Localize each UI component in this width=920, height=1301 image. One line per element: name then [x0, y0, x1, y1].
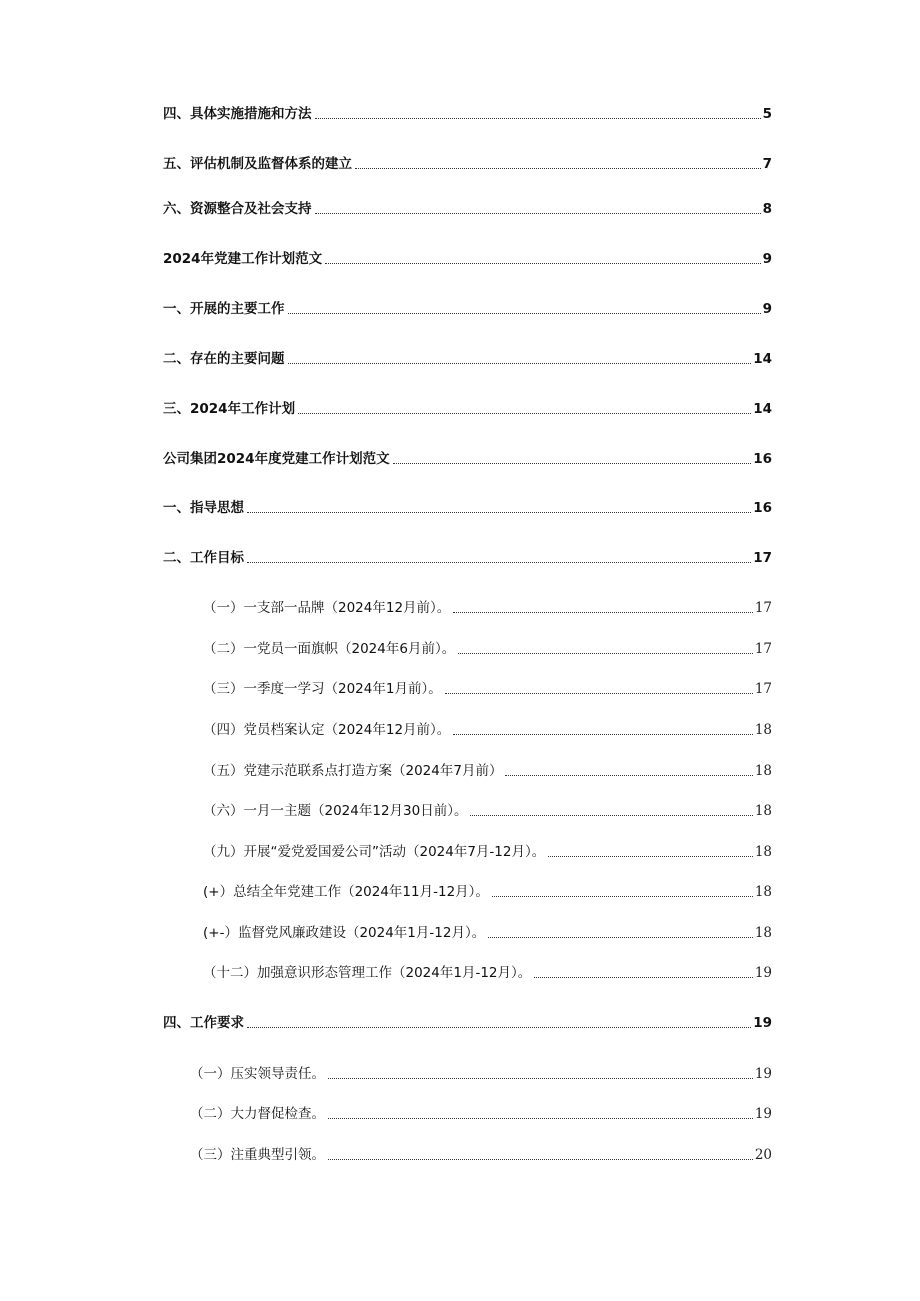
toc-entry-title: 四、具体实施措施和方法: [163, 106, 312, 122]
toc-entry[interactable]: [163, 450, 772, 468]
toc-subentry[interactable]: [203, 802, 772, 820]
toc-subentry[interactable]: [203, 680, 772, 698]
toc-entry-page: 17: [754, 600, 772, 616]
dot-leader: [328, 1159, 753, 1160]
dot-leader: [288, 313, 761, 314]
toc-entry-page: 17: [753, 550, 772, 566]
toc-entry[interactable]: [163, 200, 772, 218]
toc-entry[interactable]: [163, 1014, 772, 1032]
toc-entry-page: 19: [754, 1106, 772, 1122]
toc-entry-title: （一）压实领导责任。: [190, 1066, 325, 1082]
toc-subentry[interactable]: [203, 640, 772, 658]
toc-entry[interactable]: [163, 499, 772, 517]
toc-subentry[interactable]: [203, 762, 772, 780]
toc-entry-page: 18: [754, 803, 772, 819]
toc-entry-page: 20: [754, 1147, 772, 1163]
dot-leader: [505, 775, 752, 776]
toc-entry-page: 5: [762, 106, 772, 122]
toc-entry-title: 一、开展的主要工作: [163, 301, 285, 317]
toc-entry-title: 六、资源整合及社会支持: [163, 201, 312, 217]
toc-entry-page: 18: [754, 884, 772, 900]
toc-entry-page: 7: [762, 156, 772, 172]
toc-entry[interactable]: [163, 350, 772, 368]
dot-leader: [315, 118, 761, 119]
toc-entry-page: 18: [754, 925, 772, 941]
dot-leader: [288, 363, 752, 364]
toc-entry-page: 9: [762, 251, 772, 267]
toc-entry[interactable]: [163, 105, 772, 123]
toc-entry[interactable]: [163, 155, 772, 173]
toc-subentry[interactable]: [203, 964, 772, 982]
dot-leader: [247, 562, 751, 563]
toc-entry-page: 17: [754, 641, 772, 657]
toc-entry-title: （二）大力督促检查。: [190, 1106, 325, 1122]
toc-entry-title: 二、工作目标: [163, 550, 244, 566]
toc-subentry[interactable]: [203, 843, 772, 861]
toc-entry[interactable]: [163, 250, 772, 268]
toc-entry-title: 一、指导思想: [163, 500, 244, 516]
toc-entry-title: （三）注重典型引领。: [190, 1147, 325, 1163]
toc-entry-page: 18: [754, 722, 772, 738]
toc-entry-page: 16: [753, 451, 772, 467]
toc-entry-title: 公司集团2024年度党建工作计划范文: [163, 451, 390, 467]
toc-entry-page: 8: [762, 201, 772, 217]
toc-entry-title: （九）开展“爱党爱国爱公司”活动（2024年7月-12月）。: [203, 844, 546, 860]
toc-entry-title: （六）一月一主题（2024年12月30日前）。: [203, 803, 468, 819]
toc-entry-page: 9: [762, 301, 772, 317]
toc-entry-title: （二）一党员一面旗帜（2024年6月前）。: [203, 641, 456, 657]
dot-leader: [355, 168, 761, 169]
dot-leader: [393, 463, 752, 464]
toc-entry-page: 19: [753, 1015, 772, 1031]
toc-entry-title: （十二）加强意识形态管理工作（2024年1月-12月）。: [203, 965, 532, 981]
dot-leader: [453, 612, 753, 613]
toc-entry-page: 17: [754, 681, 772, 697]
toc-entry-title: 四、工作要求: [163, 1015, 244, 1031]
toc-entry-page: 14: [753, 401, 772, 417]
dot-leader: [470, 815, 752, 816]
dot-leader: [247, 1027, 751, 1028]
dot-leader: [328, 1078, 753, 1079]
dot-leader: [458, 653, 753, 654]
toc-entry-page: 18: [754, 763, 772, 779]
toc-subentry[interactable]: [190, 1065, 772, 1083]
toc-subentry[interactable]: [203, 924, 772, 942]
dot-leader: [298, 413, 751, 414]
toc-entry[interactable]: [163, 300, 772, 318]
toc-entry-page: 19: [754, 1066, 772, 1082]
dot-leader: [445, 693, 753, 694]
toc-subentry[interactable]: [203, 721, 772, 739]
toc-entry-title: 二、存在的主要问题: [163, 351, 285, 367]
toc-entry-page: 19: [754, 965, 772, 981]
toc-entry-page: 14: [753, 351, 772, 367]
toc-entry[interactable]: [163, 400, 772, 418]
dot-leader: [315, 213, 761, 214]
toc-subentry[interactable]: [203, 883, 772, 901]
toc-subentry[interactable]: [190, 1146, 772, 1164]
toc-entry-title: （五）党建示范联系点打造方案（2024年7月前）: [203, 763, 503, 779]
toc-entry-title: （四）党员档案认定（2024年12月前）。: [203, 722, 451, 738]
dot-leader: [453, 734, 753, 735]
toc-entry-title: 2024年党建工作计划范文: [163, 251, 323, 267]
toc-entry-title: (+）总结全年党建工作（2024年11月-12月）。: [203, 884, 489, 900]
toc-entry-page: 18: [754, 844, 772, 860]
toc-entry-title: 三、2024年工作计划: [163, 401, 296, 417]
toc-entry-page: 16: [753, 500, 772, 516]
dot-leader: [328, 1118, 753, 1119]
dot-leader: [488, 937, 753, 938]
toc-subentry[interactable]: [203, 599, 772, 617]
dot-leader: [247, 512, 751, 513]
toc-entry[interactable]: [163, 549, 772, 567]
dot-leader: [325, 263, 761, 264]
dot-leader: [534, 977, 753, 978]
dot-leader: [548, 856, 753, 857]
toc-subentry[interactable]: [190, 1105, 772, 1123]
toc-entry-title: （一）一支部一品牌（2024年12月前）。: [203, 600, 451, 616]
toc-entry-title: (+-）监督党风廉政建设（2024年1月-12月）。: [203, 925, 486, 941]
toc-entry-title: 五、评估机制及监督体系的建立: [163, 156, 352, 172]
toc-entry-title: （三）一季度一学习（2024年1月前）。: [203, 681, 442, 697]
dot-leader: [492, 896, 753, 897]
